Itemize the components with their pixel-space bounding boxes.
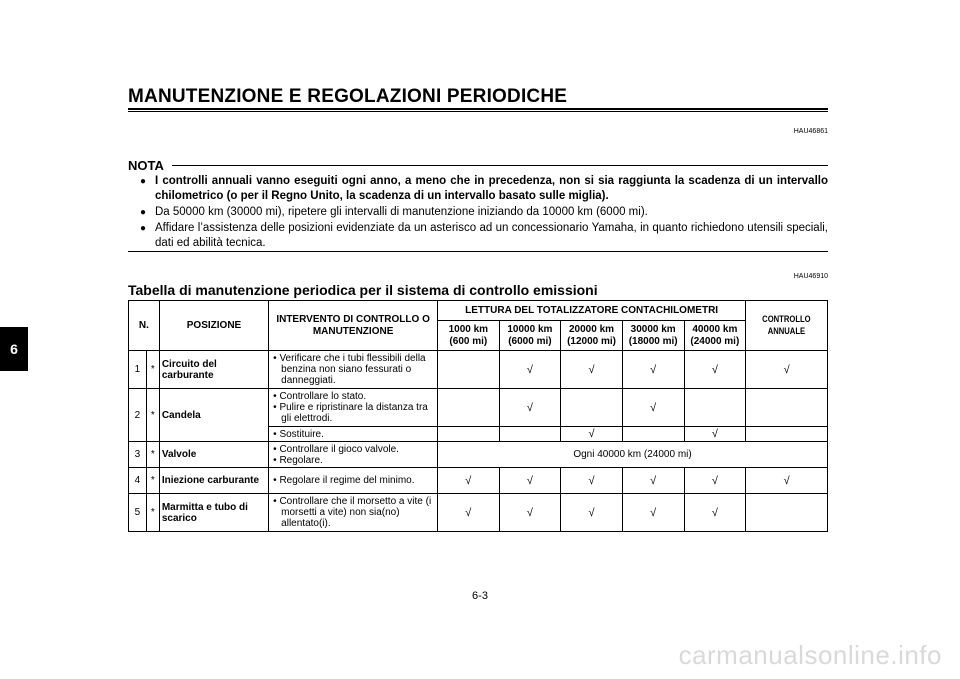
header-km-1: 1000 km (600 mi) bbox=[438, 321, 500, 351]
nota-end-rule bbox=[128, 251, 828, 252]
header-km-2: 10000 km (6000 mi) bbox=[499, 321, 561, 351]
nota-heading: NOTA bbox=[128, 158, 164, 173]
header-km-3: 20000 km (12000 mi) bbox=[561, 321, 623, 351]
title-rule-thin bbox=[128, 111, 828, 112]
header-km-4: 30000 km (18000 mi) bbox=[622, 321, 684, 351]
page-number: 6-3 bbox=[472, 590, 488, 602]
nota-list bbox=[140, 174, 828, 252]
table-row: 1 * Circuito del carburante • Verificare che i tubi flessibili della benzina non siano fessurati o danneggiati. √ √ √ √ √ bbox=[129, 351, 828, 389]
header-n: N. bbox=[129, 301, 160, 351]
page-title: MANUTENZIONE E REGOLAZIONI PERIODICHE bbox=[128, 86, 568, 107]
nota-item: ● Affidare l’assistenza delle posizioni evidenziate da un asterisco ad un concessionario Yamaha, in quanto richiedono utensili speciali, dati ed abilità tecnica. bbox=[140, 221, 828, 251]
chapter-tab: 6 bbox=[0, 327, 28, 371]
table-row: 2 * Candela • Controllare lo stato. • Pulire e ripristinare la distanza tra gli elettrodi. √ √ bbox=[129, 389, 828, 427]
header-lettura: LETTURA DEL TOTALIZZATORE CONTACHILOMETRI bbox=[438, 301, 746, 321]
table-row: 3 * Valvole • Controllare il gioco valvole. • Regolare. Ogni 40000 km (24000 mi) bbox=[129, 442, 828, 468]
section-title: Tabella di manutenzione periodica per il sistema di controllo emissioni bbox=[128, 282, 598, 298]
table-row: 4 * Iniezione carburante • Regolare il regime del minimo. √ √ √ √ √ √ bbox=[129, 468, 828, 494]
table-row: • Sostituire. √ √ bbox=[129, 427, 828, 442]
header-posizione: POSIZIONE bbox=[159, 301, 268, 351]
nota-item: ● Da 50000 km (30000 mi), ripetere gli intervalli di manutenzione iniziando da 10000 km (6000 mi). bbox=[140, 205, 828, 220]
header-intervento: INTERVENTO DI CONTROLLO O MANUTENZIONE bbox=[269, 301, 438, 351]
table-row: 5 * Marmitta e tubo di scarico • Controllare che il morsetto a vite (i morsetti a vite) non sia(no) allentato(i). √ √ √ √ √ bbox=[129, 494, 828, 532]
title-rule bbox=[128, 108, 828, 110]
reference-code: HAU46861 bbox=[793, 128, 828, 135]
nota-item: ● I controlli annuali vanno eseguiti ogni anno, a meno che in precedenza, non si sia raggiunta la scadenza di un intervallo chilometrico (o per il Regno Unito, la scadenza di un intervallo basato sulle miglia). bbox=[140, 174, 828, 204]
maintenance-table bbox=[128, 300, 828, 532]
header-annuale: CONTROLLO ANNUALE bbox=[746, 301, 828, 351]
nota-rule bbox=[172, 165, 828, 166]
header-km-5: 40000 km (24000 mi) bbox=[684, 321, 746, 351]
reference-code: HAU46910 bbox=[793, 273, 828, 280]
watermark: carmanualsonline.info bbox=[678, 640, 942, 670]
